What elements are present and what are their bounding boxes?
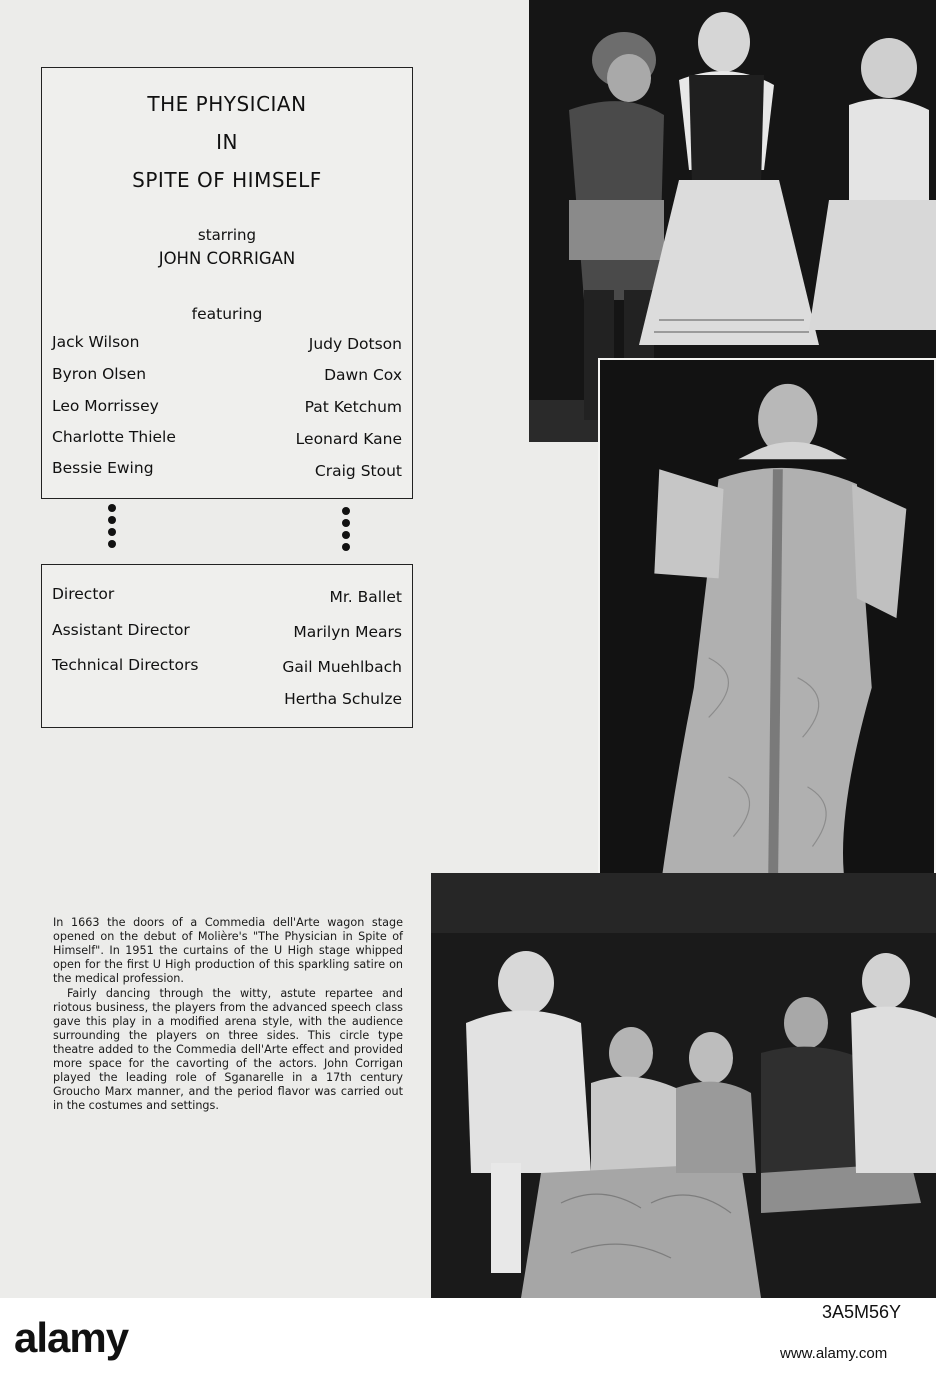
cast-member: Judy Dotson — [308, 335, 402, 353]
cast-box — [41, 67, 413, 499]
featuring-label: featuring — [191, 305, 263, 323]
stage-photo-robed-actor — [598, 358, 936, 915]
star-name: JOHN CORRIGAN — [158, 249, 296, 268]
starring-label: starring — [197, 226, 257, 244]
source-url: www.alamy.com — [780, 1345, 888, 1362]
cast-member: Craig Stout — [314, 462, 402, 480]
article-text — [53, 916, 403, 1113]
crew-name: Gail Muehlbach — [282, 658, 402, 676]
connector-dots-left — [108, 504, 116, 552]
cast-member: Leo Morrissey — [52, 397, 159, 415]
crew-name: Marilyn Mears — [293, 623, 402, 641]
stage-photo-group-scene — [431, 873, 936, 1298]
cast-member: Dawn Cox — [324, 366, 402, 384]
cast-member: Jack Wilson — [52, 333, 140, 351]
connector-dots-right — [342, 507, 350, 555]
crew-name: Hertha Schulze — [284, 690, 402, 708]
cast-member: Byron Olsen — [52, 365, 147, 383]
article-paragraph: In 1663 the doors of a Commedia dell'Arte wagon stage opened on the debut of Molière's "The Physician in Spite of Himself". In 1951 the curtains of the U High stage whipped open for the first U High production of this sparkling satire on the medical profession. — [53, 916, 403, 985]
play-title-line-2: IN — [216, 130, 238, 154]
crew-box — [41, 564, 413, 728]
play-title-line-1: THE PHYSICIAN — [147, 92, 307, 116]
cast-member: Leonard Kane — [295, 430, 402, 448]
article-paragraph: Fairly dancing through the witty, astute repartee and riotous business, the players from the advanced speech class gave this play in a modified arena style, with the audience surrounding the players on three sides. This circle type theatre added to the Commedia dell'Arte effect and provided more space for the cavorting of the actors. John Corrigan played the leading role of Sganarelle in a 17th century Groucho Marx manner, and the period flavor was carried out in the costumes and settings. — [53, 987, 403, 1112]
crew-name: Mr. Ballet — [329, 588, 402, 606]
crew-role: Assistant Director — [52, 621, 190, 639]
image-id: 3A5M56Y — [822, 1302, 902, 1322]
alamy-logo: alamy — [14, 1314, 129, 1361]
cast-member: Charlotte Thiele — [52, 428, 176, 446]
play-title-line-3: SPITE OF HIMSELF — [132, 168, 322, 192]
cast-member: Bessie Ewing — [52, 459, 154, 477]
crew-role: Technical Directors — [52, 656, 199, 674]
cast-member: Pat Ketchum — [304, 398, 402, 416]
crew-role: Director — [52, 585, 115, 603]
